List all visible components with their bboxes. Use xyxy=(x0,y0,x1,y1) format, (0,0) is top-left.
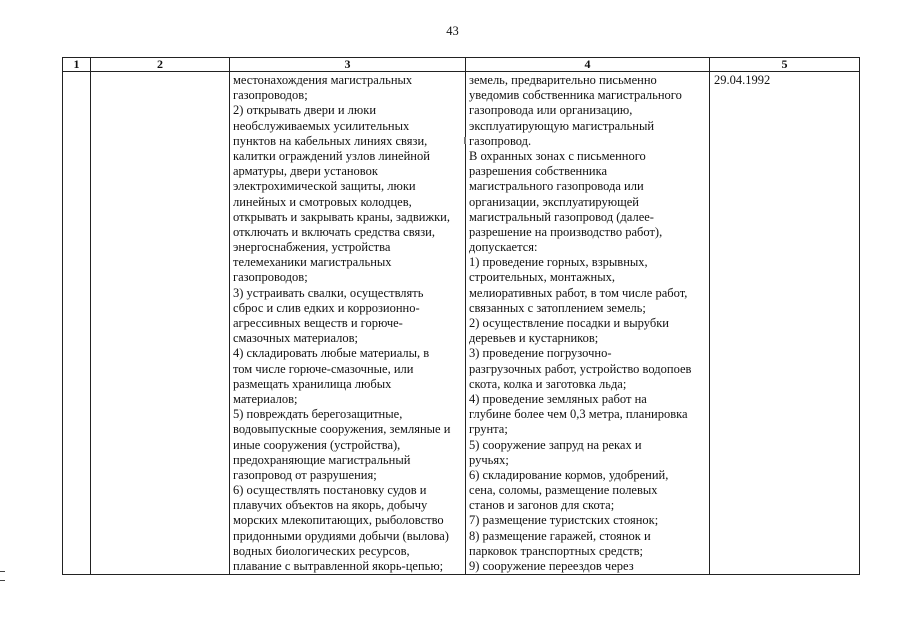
column-header-3: 3 xyxy=(230,58,466,72)
text-line: сброс и слив едких и коррозионно- xyxy=(233,300,420,315)
text-line: линейных и смотровых колодцев, xyxy=(233,194,412,209)
text-line: 3) устраивать свалки, осуществлять xyxy=(233,285,424,300)
text-line: разрешение на производство работ), xyxy=(469,224,663,239)
text-line: открывать и закрывать краны, задвижки, xyxy=(233,209,450,224)
text-line: станов и загонов для скота; xyxy=(469,498,615,513)
text-line: электрохимической защиты, люки xyxy=(233,179,416,194)
text-line: водовыпускные сооружения, земляные и xyxy=(233,422,451,437)
text-line: 3) проведение погрузочно- xyxy=(469,346,612,361)
column-header-1: 1 xyxy=(63,58,91,72)
text-line: материалов; xyxy=(233,391,298,406)
text-line: скота, колка и заготовка льда; xyxy=(469,376,627,391)
text-line: пунктов на кабельных линиях связи, xyxy=(233,133,428,148)
scan-speck xyxy=(464,137,466,144)
text-line: газопроводов; xyxy=(233,88,308,103)
text-line: иные сооружения (устройства), xyxy=(233,437,401,452)
text-line: 7) размещение туристских стоянок; xyxy=(469,513,659,528)
text-line: связанных с затоплением земель; xyxy=(469,300,646,315)
text-line: 8) размещение гаражей, стоянок и xyxy=(469,528,651,543)
text-line: морских млекопитающих, рыболовство xyxy=(233,513,444,528)
text-line: деревьев и кустарников; xyxy=(469,331,599,346)
text-line: 5) повреждать берегозащитные, xyxy=(233,407,403,422)
margin-mark xyxy=(0,571,5,572)
table-row xyxy=(63,72,860,575)
text-line: разгрузочных работ, устройство водопоев xyxy=(469,361,692,376)
text-line: энергоснабжения, устройства xyxy=(233,240,391,255)
text-line: калитки ограждений узлов линейной xyxy=(233,148,430,163)
table-header-row xyxy=(63,58,860,72)
date-value: 29.04.1992 xyxy=(714,73,771,87)
cell-col-1 xyxy=(63,72,91,575)
column-header-2: 2 xyxy=(91,58,230,72)
text-line: строительных, монтажных, xyxy=(469,270,616,285)
text-line: плавучих объектов на якорь, добычу xyxy=(233,498,428,513)
cell-col-2 xyxy=(91,72,230,575)
permissions-text xyxy=(466,72,709,574)
text-line: водных биологических ресурсов, xyxy=(233,543,410,558)
text-line: уведомив собственника магистрального xyxy=(469,88,682,103)
text-line: том числе горюче-смазочные, или xyxy=(233,361,414,376)
text-line: 6) осуществлять постановку судов и xyxy=(233,483,427,498)
text-line: магистрального газопровода или xyxy=(469,179,644,194)
text-line: газопровод от разрушения; xyxy=(233,467,377,482)
text-line: мелиоративных работ, в том числе работ, xyxy=(469,285,688,300)
text-line: газопроводов; xyxy=(233,270,308,285)
text-line: смазочных материалов; xyxy=(233,331,358,346)
text-line: газопровод. xyxy=(469,133,532,148)
text-line: 4) проведение земляных работ на xyxy=(469,391,647,406)
text-line: 5) сооружение запруд на реках и xyxy=(469,437,642,452)
text-line: сена, соломы, размещение полевых xyxy=(469,483,658,498)
cell-col-4 xyxy=(466,72,710,575)
text-line: арматуры, двери установок xyxy=(233,164,378,179)
text-line: отключать и включать средства связи, xyxy=(233,224,435,239)
margin-mark xyxy=(0,580,5,581)
column-header-5: 5 xyxy=(710,58,860,72)
text-line: 4) складировать любые материалы, в xyxy=(233,346,430,361)
text-line: придонными орудиями добычи (вылова) xyxy=(233,528,449,543)
text-line: предохраняющие магистральный xyxy=(233,452,411,467)
text-line: 9) сооружение переездов через xyxy=(469,559,634,573)
document-table xyxy=(62,57,860,575)
text-line: В охранных зонах с письменного xyxy=(469,148,646,163)
text-line: телемеханики магистральных xyxy=(233,255,392,270)
text-line: 2) открывать двери и люки xyxy=(233,103,377,118)
cell-col-5 xyxy=(710,72,860,575)
text-line: 2) осуществление посадки и вырубки xyxy=(469,316,669,330)
text-line: земель, предварительно письменно xyxy=(469,73,657,87)
text-line: необслуживаемых усилительных xyxy=(233,118,410,133)
text-line: 6) складирование кормов, удобрений, xyxy=(469,467,669,482)
page-number: 43 xyxy=(446,24,459,38)
cell-col-3 xyxy=(230,72,466,575)
text-line: агрессивных веществ и горюче- xyxy=(233,316,403,330)
text-line: разрешения собственника xyxy=(469,164,608,179)
text-line: допускается: xyxy=(469,240,538,255)
text-line: 1) проведение горных, взрывных, xyxy=(469,255,648,270)
text-line: грунта; xyxy=(469,422,508,437)
text-line: парковок транспортных средств; xyxy=(469,543,643,558)
text-line: ручьях; xyxy=(469,452,509,467)
text-line: газопровода или организацию, xyxy=(469,103,633,118)
text-line: плавание с вытравленной якорь-цепью; xyxy=(233,559,444,573)
text-line: магистральный газопровод (далее- xyxy=(469,209,654,224)
text-line: эксплуатирующую магистральный xyxy=(469,118,655,133)
text-line: размещать хранилища любых xyxy=(233,376,392,391)
text-line: организации, эксплуатирующей xyxy=(469,194,639,209)
prohibitions-text xyxy=(230,72,465,574)
column-header-4: 4 xyxy=(466,58,710,72)
text-line: местонахождения магистральных xyxy=(233,73,413,87)
text-line: глубине более чем 0,3 метра, планировка xyxy=(469,407,688,422)
